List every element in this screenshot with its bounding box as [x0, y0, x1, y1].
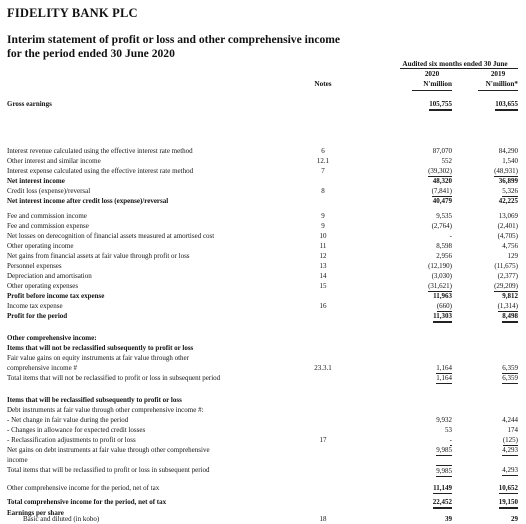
value-2020: 11,303: [433, 311, 452, 323]
value-2020: 1,164: [436, 364, 452, 372]
value-2019: 84,290: [498, 147, 518, 155]
notes-header: Notes: [314, 80, 332, 88]
row-note: 14: [319, 272, 327, 280]
row-reclassified-heading: [0, 395, 526, 405]
row-note: 6: [321, 147, 325, 155]
value-2019: 1,540: [502, 157, 518, 165]
row-label: Net gains from financial assets at fair value through profit or loss: [7, 252, 190, 260]
row-label: Total items that will be reclassified to profit or loss in subsequent period: [7, 466, 210, 474]
value-2020: 552: [441, 157, 452, 165]
row-label: Depreciation and amortisation: [7, 272, 92, 280]
row-note: 7: [321, 167, 325, 175]
value-2020: 2,956: [436, 252, 452, 260]
value-2019: (48,931): [494, 167, 518, 175]
row-oci-net: [0, 483, 526, 493]
row-note: 12: [319, 252, 327, 260]
row-personnel-expenses: [0, 261, 526, 271]
row-net-interest-income: [0, 176, 526, 186]
value-2019: 4,244: [502, 416, 518, 424]
row-not-reclassified-heading: [0, 343, 526, 353]
row-label: Basic and diluted (in kobo): [23, 515, 100, 523]
row-label: Income tax expense: [7, 302, 63, 310]
row-label: income: [7, 456, 28, 464]
row-note: 23.3.1: [314, 364, 332, 372]
row-net-losses-derecognition: [0, 231, 526, 241]
row-note: 13: [319, 262, 327, 270]
row-net-change-fair-value: [0, 415, 526, 425]
row-label: Items that will not be reclassified subsequently to profit or loss: [7, 344, 194, 352]
row-profit-before-tax: [0, 291, 526, 301]
value-2019: 4,293: [502, 466, 518, 474]
row-total-reclassified: [0, 465, 526, 475]
row-income-tax: [0, 301, 526, 311]
value-2020: 9,932: [436, 416, 452, 424]
row-net-gains-fvtpl: [0, 251, 526, 261]
statement-title-line1: Interim statement of profit or loss and other comprehensive income: [7, 33, 341, 46]
row-label: Profit before income tax expense: [7, 292, 105, 300]
row-total-not-reclassified: [0, 373, 526, 383]
row-reclassification-adjustments: [0, 435, 526, 445]
value-2020: 48,320: [432, 177, 452, 185]
row-label: Net losses on derecognition of financial assets measured at amortised cost: [7, 232, 215, 240]
row-interest-revenue: [0, 146, 526, 156]
row-label: Net interest income after credit loss (expense)/reversal: [7, 197, 169, 205]
row-other-operating-income: [0, 241, 526, 251]
value-2020: 87,070: [432, 147, 452, 155]
row-label: Other comprehensive income:: [7, 334, 97, 342]
row-label: Gross earnings: [7, 100, 52, 108]
unit-2020-rule: [412, 90, 452, 91]
statement-title: [7, 33, 340, 61]
value-2019: 9,812: [502, 292, 518, 300]
value-2020: -: [449, 232, 452, 240]
row-note: 8: [321, 187, 325, 195]
value-2020: 11,963: [433, 292, 452, 300]
row-profit-for-period: [0, 311, 526, 321]
unit-2019-rule: [478, 90, 518, 91]
value-2020: 22,452: [433, 497, 452, 509]
row-note: 11: [319, 242, 327, 250]
value-2019: (11,675): [494, 262, 518, 270]
row-label: Other operating expenses: [7, 282, 79, 290]
value-2019: 42,225: [498, 197, 518, 205]
row-label: Total items that will not be reclassified to profit or loss in subsequent period: [7, 374, 221, 382]
value-2019: 4,756: [502, 242, 518, 250]
value-2019: 29: [511, 515, 518, 523]
value-2020: 39: [445, 515, 452, 523]
value-2019: 6,359: [502, 374, 518, 382]
value-2020: 8,598: [436, 242, 452, 250]
row-other-operating-expenses: [0, 281, 526, 291]
row-debt-instruments-heading: [0, 405, 526, 415]
value-2019: 103,655: [495, 99, 518, 111]
value-2019: 10,652: [498, 484, 518, 492]
value-2020: 9,985: [436, 467, 452, 475]
statement-title-line2: for the period ended 30 June 2020: [7, 47, 175, 60]
row-note: 9: [321, 212, 325, 220]
value-2020: -: [449, 436, 452, 444]
row-label: - Net change in fair value during the period: [7, 416, 129, 424]
unit-2020-header: N'million: [423, 80, 452, 88]
value-2020: (7,841): [431, 187, 452, 195]
row-note: 17: [319, 436, 327, 444]
row-label: Profit for the period: [7, 312, 68, 320]
row-label: Credit loss (expense)/reversal: [7, 187, 91, 195]
value-2020: (39,302): [428, 167, 452, 175]
value-2020: 11,149: [433, 484, 452, 492]
value-2019: (125): [502, 436, 518, 444]
row-note: 12.1: [316, 157, 330, 165]
year-2019-header: 2019: [490, 70, 506, 78]
row-fv-equity-line1: [0, 353, 526, 363]
value-2020: 40,479: [432, 197, 452, 205]
row-label: Items that will be reclassified subsequently to profit or loss: [7, 396, 182, 404]
value-2019: 5,326: [502, 187, 518, 195]
value-2020: (660): [436, 302, 452, 310]
value-2020: 9,535: [436, 212, 452, 220]
row-label: comprehensive income #: [7, 364, 77, 372]
row-net-gains-debt-line2: [0, 455, 526, 465]
row-label: Other comprehensive income for the period, net of tax: [7, 484, 160, 492]
period-header: Audited six months ended 30 June: [402, 60, 508, 68]
row-net-interest-after-credit-loss: [0, 196, 526, 206]
row-note: 16: [319, 302, 327, 310]
value-2020: 105,755: [429, 99, 452, 111]
company-name: FIDELITY BANK PLC: [7, 6, 138, 20]
row-fee-income: [0, 211, 526, 221]
row-fee-expense: [0, 221, 526, 231]
row-credit-loss: [0, 186, 526, 196]
row-label: Interest expense calculated using the effective interest rate method: [7, 167, 194, 175]
value-2019: 19,150: [499, 497, 518, 509]
row-fv-equity: [0, 363, 526, 373]
row-label: Interest revenue calculated using the effective interest rate method: [7, 147, 193, 155]
value-2019: 174: [507, 426, 518, 434]
row-net-gains-debt: [0, 445, 526, 455]
value-2020: (12,190): [428, 262, 452, 270]
value-2019: 36,899: [498, 177, 518, 185]
unit-2019-header: N'million*: [485, 80, 518, 88]
row-note: 18: [319, 515, 327, 523]
value-2019: 4,293: [502, 446, 518, 454]
value-2020: 1,164: [436, 374, 452, 382]
value-2019: (2,377): [497, 272, 518, 280]
row-changes-allowance: [0, 425, 526, 435]
value-2020: 9,985: [436, 446, 452, 454]
period-header-rule: [400, 68, 518, 69]
value-2019: (2,401): [497, 222, 518, 230]
row-label: Net interest income: [7, 177, 65, 185]
row-other-interest: [0, 156, 526, 166]
value-2019: 129: [507, 252, 518, 260]
row-label: Other operating income: [7, 242, 74, 250]
row-label: Total comprehensive income for the period, net of tax: [7, 498, 167, 506]
value-2019: 6,359: [502, 364, 518, 372]
value-2020: (31,621): [428, 282, 452, 290]
row-label: Debt instruments at fair value through other comprehensive income #:: [7, 406, 204, 414]
value-2019: (1,314): [497, 302, 518, 310]
value-2020: (3,030): [431, 272, 452, 280]
value-2020: 53: [445, 426, 452, 434]
row-label: - Changes in allowance for expected credit losses: [7, 426, 146, 434]
row-depreciation: [0, 271, 526, 281]
row-label: Net gains on debt instruments at fair value through other comprehensive: [7, 446, 210, 454]
row-label: Fee and commission income: [7, 212, 87, 220]
value-2020: (2,764): [431, 222, 452, 230]
row-label: Earnings per share: [7, 509, 64, 517]
row-note: 9: [321, 222, 325, 230]
row-label: Personnel expenses: [7, 262, 62, 270]
row-label: Other interest and similar income: [7, 157, 101, 165]
row-oci-heading: [0, 333, 526, 343]
row-note: 10: [319, 232, 327, 240]
row-total-comprehensive-income: [0, 497, 526, 507]
value-2019: 8,498: [502, 311, 518, 323]
value-2019: (4,705): [497, 232, 518, 240]
row-label: Fee and commission expense: [7, 222, 89, 230]
value-2019: (29,209): [494, 282, 518, 290]
row-gross-earnings: [0, 99, 526, 109]
value-2019: 13,069: [498, 212, 518, 220]
row-label: Fair value gains on equity instruments at fair value through other: [7, 354, 189, 362]
year-2020-header: 2020: [424, 70, 440, 78]
row-note: 15: [319, 282, 327, 290]
row-label: - Reclassification adjustments to profit or loss: [7, 436, 136, 444]
row-interest-expense: [0, 166, 526, 176]
